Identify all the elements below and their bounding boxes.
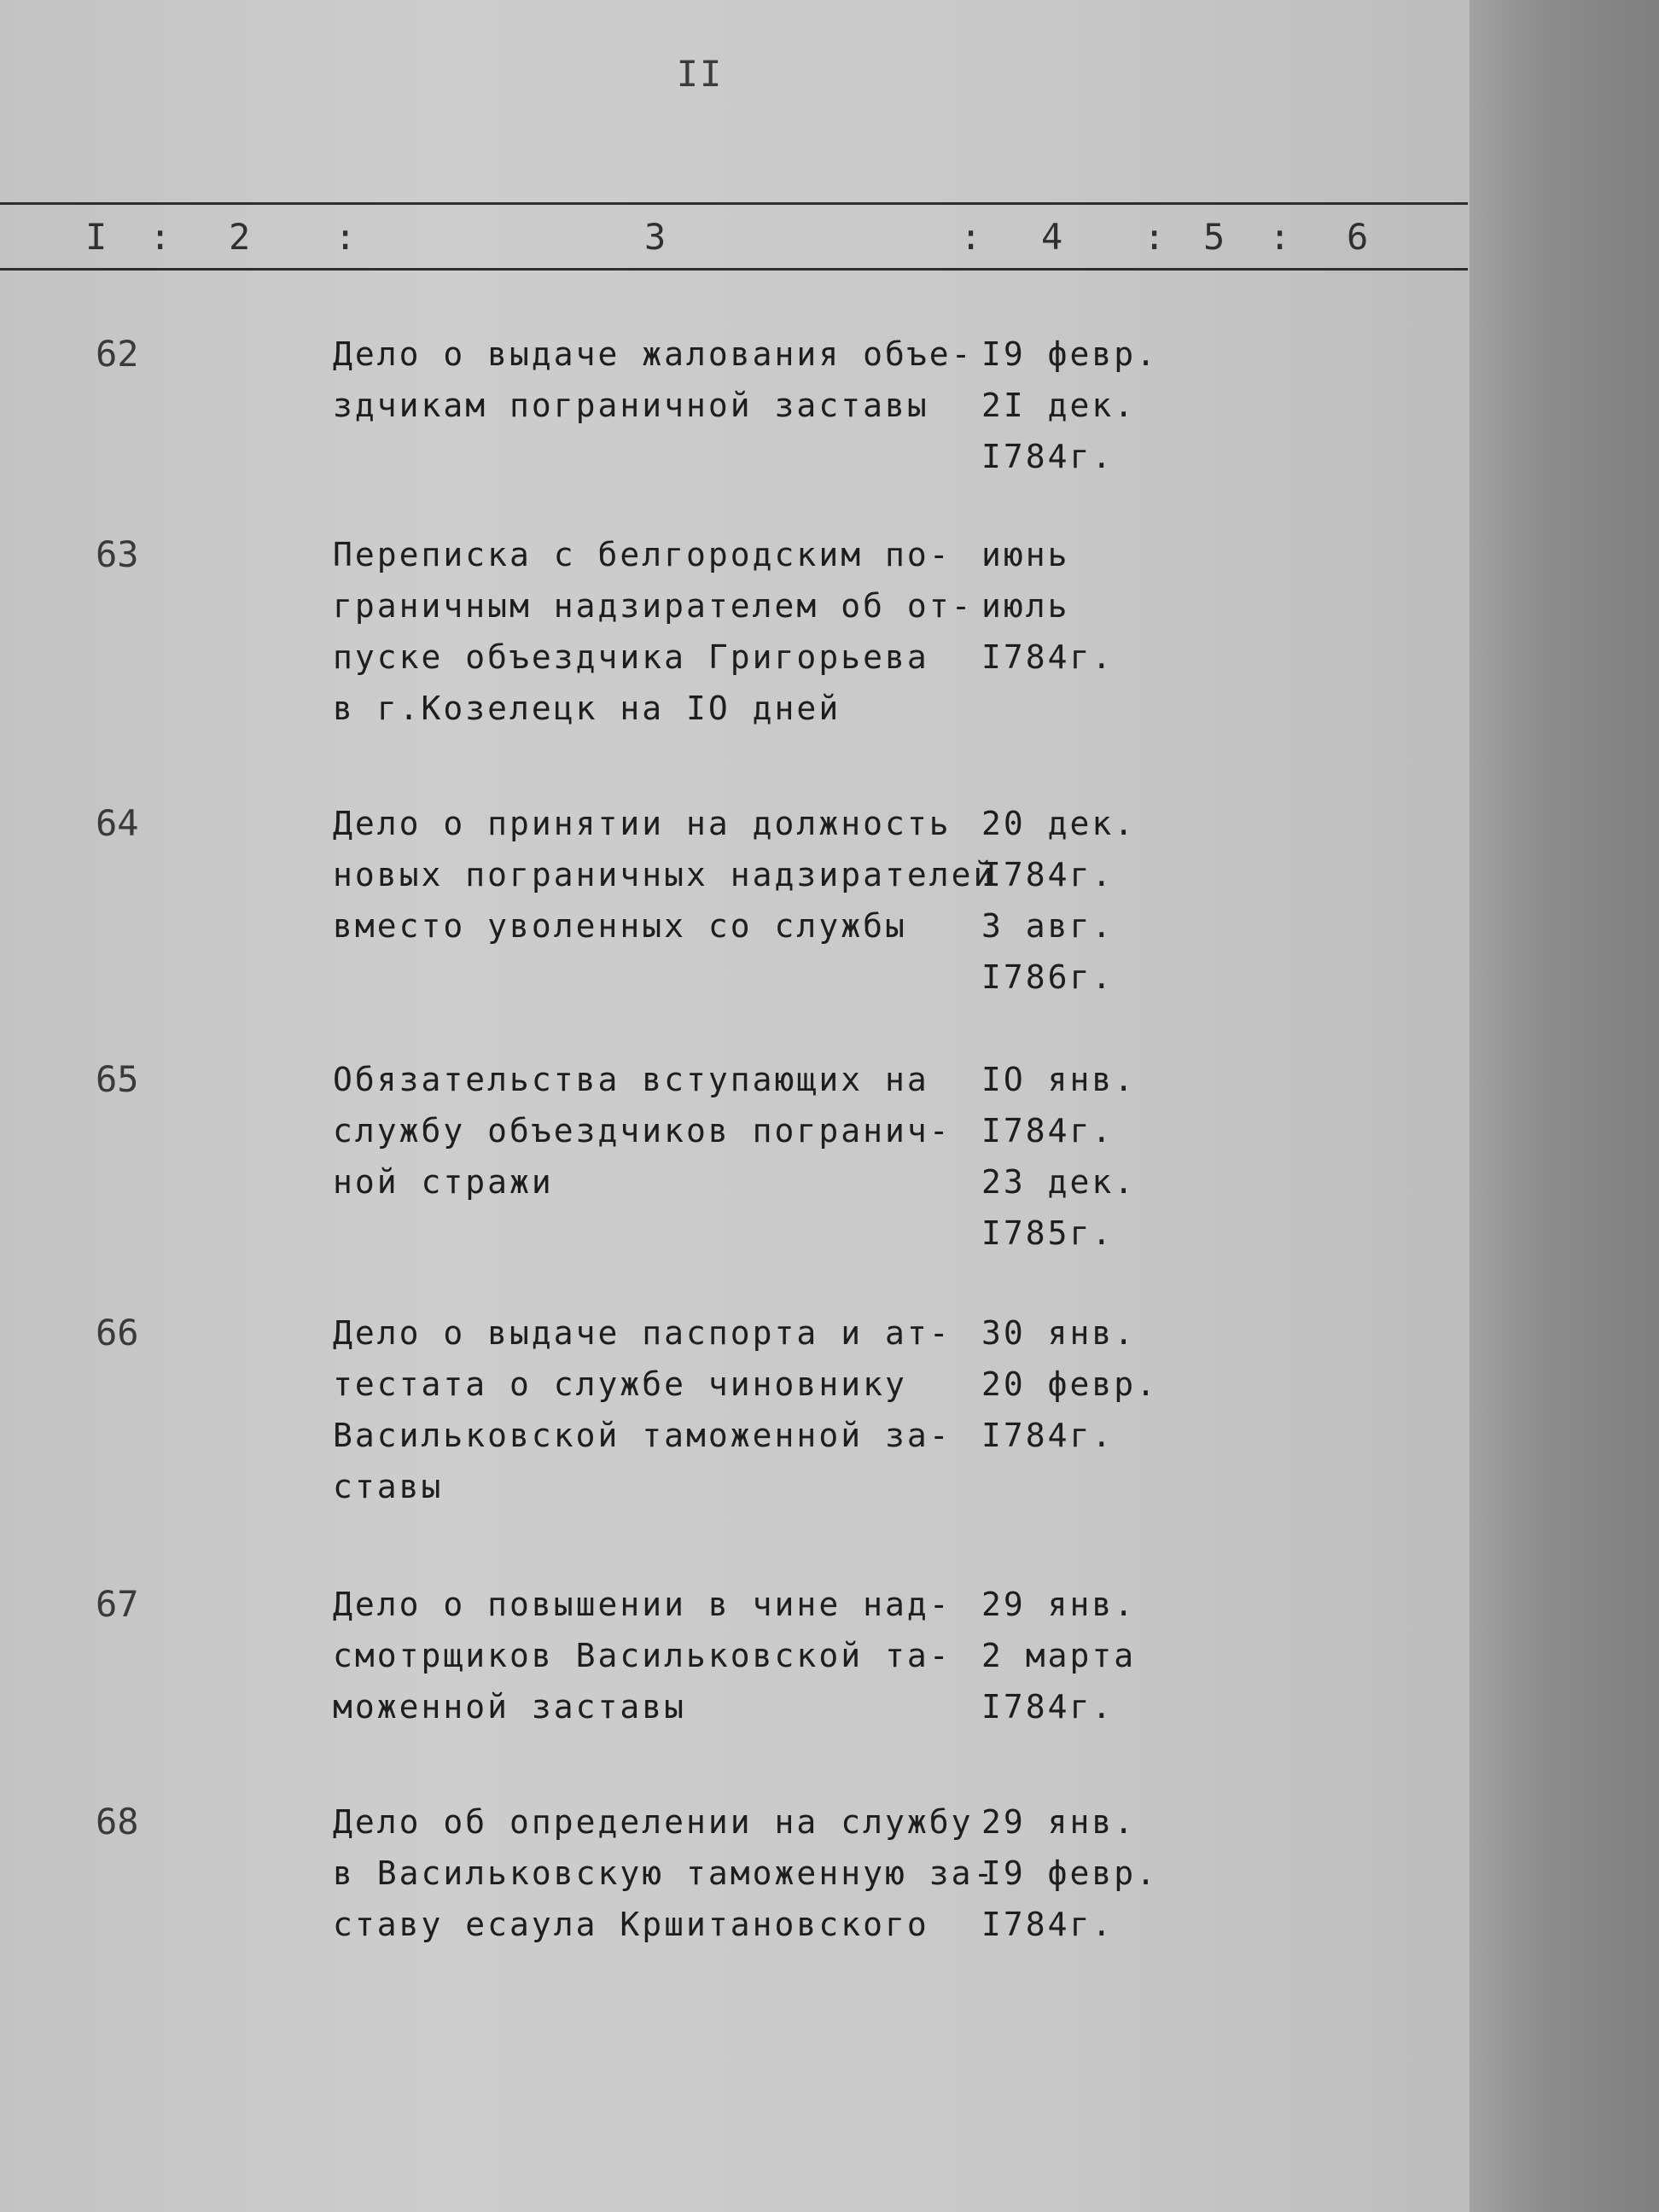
column-separator: :: [960, 216, 982, 258]
entry-title-line: ставы: [333, 1468, 444, 1505]
entry-title: [333, 1796, 996, 1950]
entry-title-line: в г.Козелецк на IO дней: [333, 690, 841, 727]
entry-title-line: Дело о выдаче паспорта и ат-: [333, 1314, 952, 1352]
column-header-6: 6: [1347, 216, 1369, 258]
entry-number: 65: [96, 1058, 139, 1100]
entry-date-line: I9 февр.: [981, 1854, 1159, 1892]
entry-date-line: I9 февр.: [981, 335, 1159, 373]
entry-title-line: здчикам пограничной заставы: [333, 387, 929, 424]
entry-date-line: 3 авг.: [981, 907, 1115, 945]
column-header-4: 4: [1041, 216, 1063, 258]
entry-dates: [981, 329, 1186, 482]
entry-number: 64: [96, 802, 139, 844]
entry-title-line: в Васильковскую таможенную за-: [333, 1854, 996, 1892]
entry-title-line: Васильковской таможенной за-: [333, 1417, 952, 1454]
entry-title-line: новых пограничных надзирателей: [333, 856, 996, 894]
entry-title: [333, 798, 996, 952]
entry-title-line: граничным надзирателем об от-: [333, 587, 974, 625]
entry-number: 66: [96, 1312, 139, 1353]
entry-number: 62: [96, 333, 139, 375]
entry-title-line: Дело об определении на службу: [333, 1803, 974, 1841]
column-separator: :: [1144, 216, 1166, 258]
entry-title-line: моженной заставы: [333, 1688, 687, 1726]
entry-title-line: ной стражи: [333, 1163, 554, 1201]
entry-dates: [981, 1796, 1186, 1950]
entry-date-line: 30 янв.: [981, 1314, 1137, 1352]
entry-date-line: I784г.: [981, 1417, 1115, 1454]
entry-date-line: 20 февр.: [981, 1365, 1159, 1403]
entry-date-line: июнь: [981, 536, 1070, 573]
column-separator: :: [335, 216, 357, 258]
entry-title-line: вместо уволенных со службы: [333, 907, 907, 945]
entry-date-line: I784г.: [981, 856, 1115, 894]
column-separator: :: [149, 216, 172, 258]
entry-date-line: I784г.: [981, 1688, 1115, 1726]
entry-dates: [981, 1579, 1186, 1732]
column-header-5: 5: [1203, 216, 1225, 258]
column-header-3: 3: [644, 216, 667, 258]
entry-title: [333, 1054, 981, 1208]
entry-title-line: службу объездчиков погранич-: [333, 1112, 952, 1150]
entry-title-line: смотрщиков Васильковской та-: [333, 1637, 952, 1674]
column-header-1: I: [85, 216, 108, 258]
entry-date-line: I784г.: [981, 638, 1115, 676]
entry-dates: [981, 529, 1186, 683]
entry-number: 68: [96, 1801, 139, 1842]
entry-title-line: тестата о службе чиновнику: [333, 1365, 907, 1403]
entry-title: [333, 329, 981, 431]
entry-number: 63: [96, 533, 139, 575]
entry-title-line: Дело о выдаче жалования объе-: [333, 335, 974, 373]
entry-date-line: I785г.: [981, 1214, 1115, 1252]
entry-title: [333, 1579, 981, 1732]
entry-date-line: 29 янв.: [981, 1803, 1137, 1841]
entry-title-line: пуске объездчика Григорьева: [333, 638, 929, 676]
entry-title-line: Обязательства вступающих на: [333, 1061, 929, 1098]
entry-date-line: июль: [981, 587, 1070, 625]
entry-dates: [981, 1307, 1186, 1461]
page-number: II: [676, 53, 724, 95]
header-rule-top: [0, 202, 1468, 205]
background-surface: [1470, 0, 1659, 2212]
entry-dates: [981, 1054, 1186, 1259]
entry-dates: [981, 798, 1186, 1003]
entry-date-line: 2 марта: [981, 1637, 1137, 1674]
entry-date-line: 20 дек.: [981, 805, 1137, 842]
entry-title-line: Дело о повышении в чине над-: [333, 1586, 952, 1623]
entry-date-line: I784г.: [981, 1112, 1115, 1150]
header-rule-bottom: [0, 268, 1468, 271]
entry-title: [333, 1307, 981, 1512]
entry-date-line: I786г.: [981, 958, 1115, 996]
entry-number: 67: [96, 1583, 139, 1625]
entry-date-line: 23 дек.: [981, 1163, 1137, 1201]
entry-date-line: I784г.: [981, 438, 1115, 475]
entry-title-line: Переписка с белгородским по-: [333, 536, 952, 573]
entry-title: [333, 529, 981, 734]
entry-title-line: ставу есаула Кршитановского: [333, 1906, 929, 1943]
entry-date-line: 29 янв.: [981, 1586, 1137, 1623]
entry-date-line: IO янв.: [981, 1061, 1137, 1098]
column-separator: :: [1269, 216, 1291, 258]
entry-date-line: 2I дек.: [981, 387, 1137, 424]
entry-title-line: Дело о принятии на должность: [333, 805, 952, 842]
column-header-2: 2: [229, 216, 251, 258]
entry-date-line: I784г.: [981, 1906, 1115, 1943]
